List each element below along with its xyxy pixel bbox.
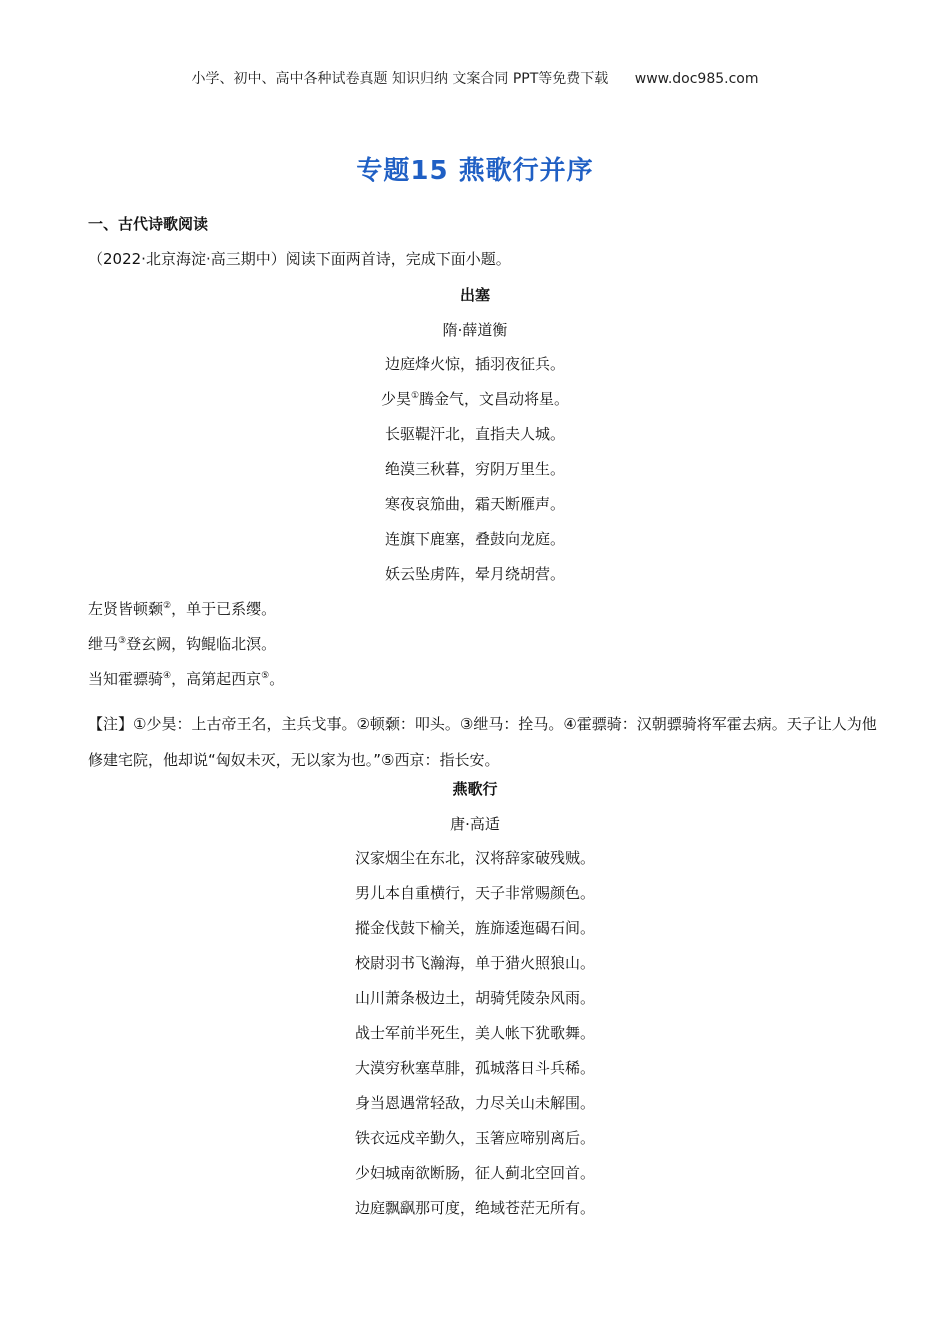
poem-line: 摐金伐鼓下榆关，旌旆逶迤碣石间。 <box>354 919 595 937</box>
footnote-marker: ② <box>163 601 172 611</box>
poem-line: 大漠穷秋塞草腓，孤城落日斗兵稀。 <box>354 1059 595 1077</box>
header-site-link[interactable]: www.doc985.com <box>634 71 759 87</box>
poem-line: 男儿本自重横行，天子非常赐颜色。 <box>354 884 595 902</box>
poem-line: 身当恩遇常轻敌，力尽关山未解围。 <box>354 1094 595 1112</box>
poem-line: 妖云坠虏阵，晕月绕胡营。 <box>384 565 565 583</box>
section-heading: 一、古代诗歌阅读 <box>88 215 209 233</box>
poem1-author: 隋·薛道衡 <box>442 321 508 339</box>
poem-line: 校尉羽书飞瀚海，单于猎火照狼山。 <box>354 954 595 972</box>
poem-line: 边庭烽火惊，插羽夜征兵。 <box>384 355 565 373</box>
footnote-marker: ③ <box>118 636 127 646</box>
poem1-centered-lines <box>0 354 950 599</box>
footnote-marker: ⑤ <box>261 671 270 681</box>
poem1-title: 出塞 <box>459 286 490 304</box>
poem-line: 长驱鞮汗北，直指夫人城。 <box>384 425 565 443</box>
poem2-title: 燕歌行 <box>452 780 498 798</box>
footnote-marker: ④ <box>163 671 172 681</box>
question-intro: （2022·北京海淀·高三期中）阅读下面两首诗，完成下面小题。 <box>88 250 511 268</box>
page-title: 专题15 燕歌行并序 <box>356 156 594 186</box>
poem-line: 少妇城南欲断肠，征人蓟北空回首。 <box>354 1164 595 1182</box>
poem-line: 少昊①腾金气，文昌动将星。 <box>380 390 570 408</box>
poem-line: 铁衣远戍辛勤久，玉箸应啼别离后。 <box>354 1129 595 1147</box>
poem-line: 汉家烟尘在东北，汉将辞家破残贼。 <box>354 849 595 867</box>
poem2-author: 唐·高适 <box>450 815 500 833</box>
poem-line: 绁马③登玄阙，钩鲲临北溟。 <box>88 635 277 653</box>
poem-line: 边庭飘飖那可度，绝域苍茫无所有。 <box>354 1199 595 1217</box>
page-header <box>0 68 950 88</box>
poem-line: 绝漠三秋暮，穷阴万里生。 <box>384 460 565 478</box>
poem-line: 连旗下鹿塞，叠鼓向龙庭。 <box>384 530 565 548</box>
footnote-marker: ① <box>410 391 420 401</box>
annotation-note: 【注】①少昊：上古帝王名，主兵戈事。②顿颡：叩头。③绁马：拴马。④霍骠骑：汉朝骠骑将军霍去病。天子让人为他修建宅院，他却说“匈奴未灭，无以家为也。”⑤西京：指长安。 <box>88 715 877 769</box>
poem-line: 当知霍骠骑④，高第起西京⑤。 <box>88 670 285 688</box>
poem-line: 战士军前半死生，美人帐下犹歌舞。 <box>354 1024 595 1042</box>
poem-line: 寒夜哀笳曲，霜天断雁声。 <box>384 495 565 513</box>
poem-line: 左贤皆顿颡②，单于已系缨。 <box>88 600 277 618</box>
header-text: 小学、初中、高中各种试卷真题 知识归纳 文案合同 PPT等免费下载 <box>191 71 609 87</box>
poem1-left-lines <box>88 599 284 704</box>
poem-line: 山川萧条极边土，胡骑凭陵杂风雨。 <box>354 989 595 1007</box>
poem2-lines <box>0 848 950 1233</box>
